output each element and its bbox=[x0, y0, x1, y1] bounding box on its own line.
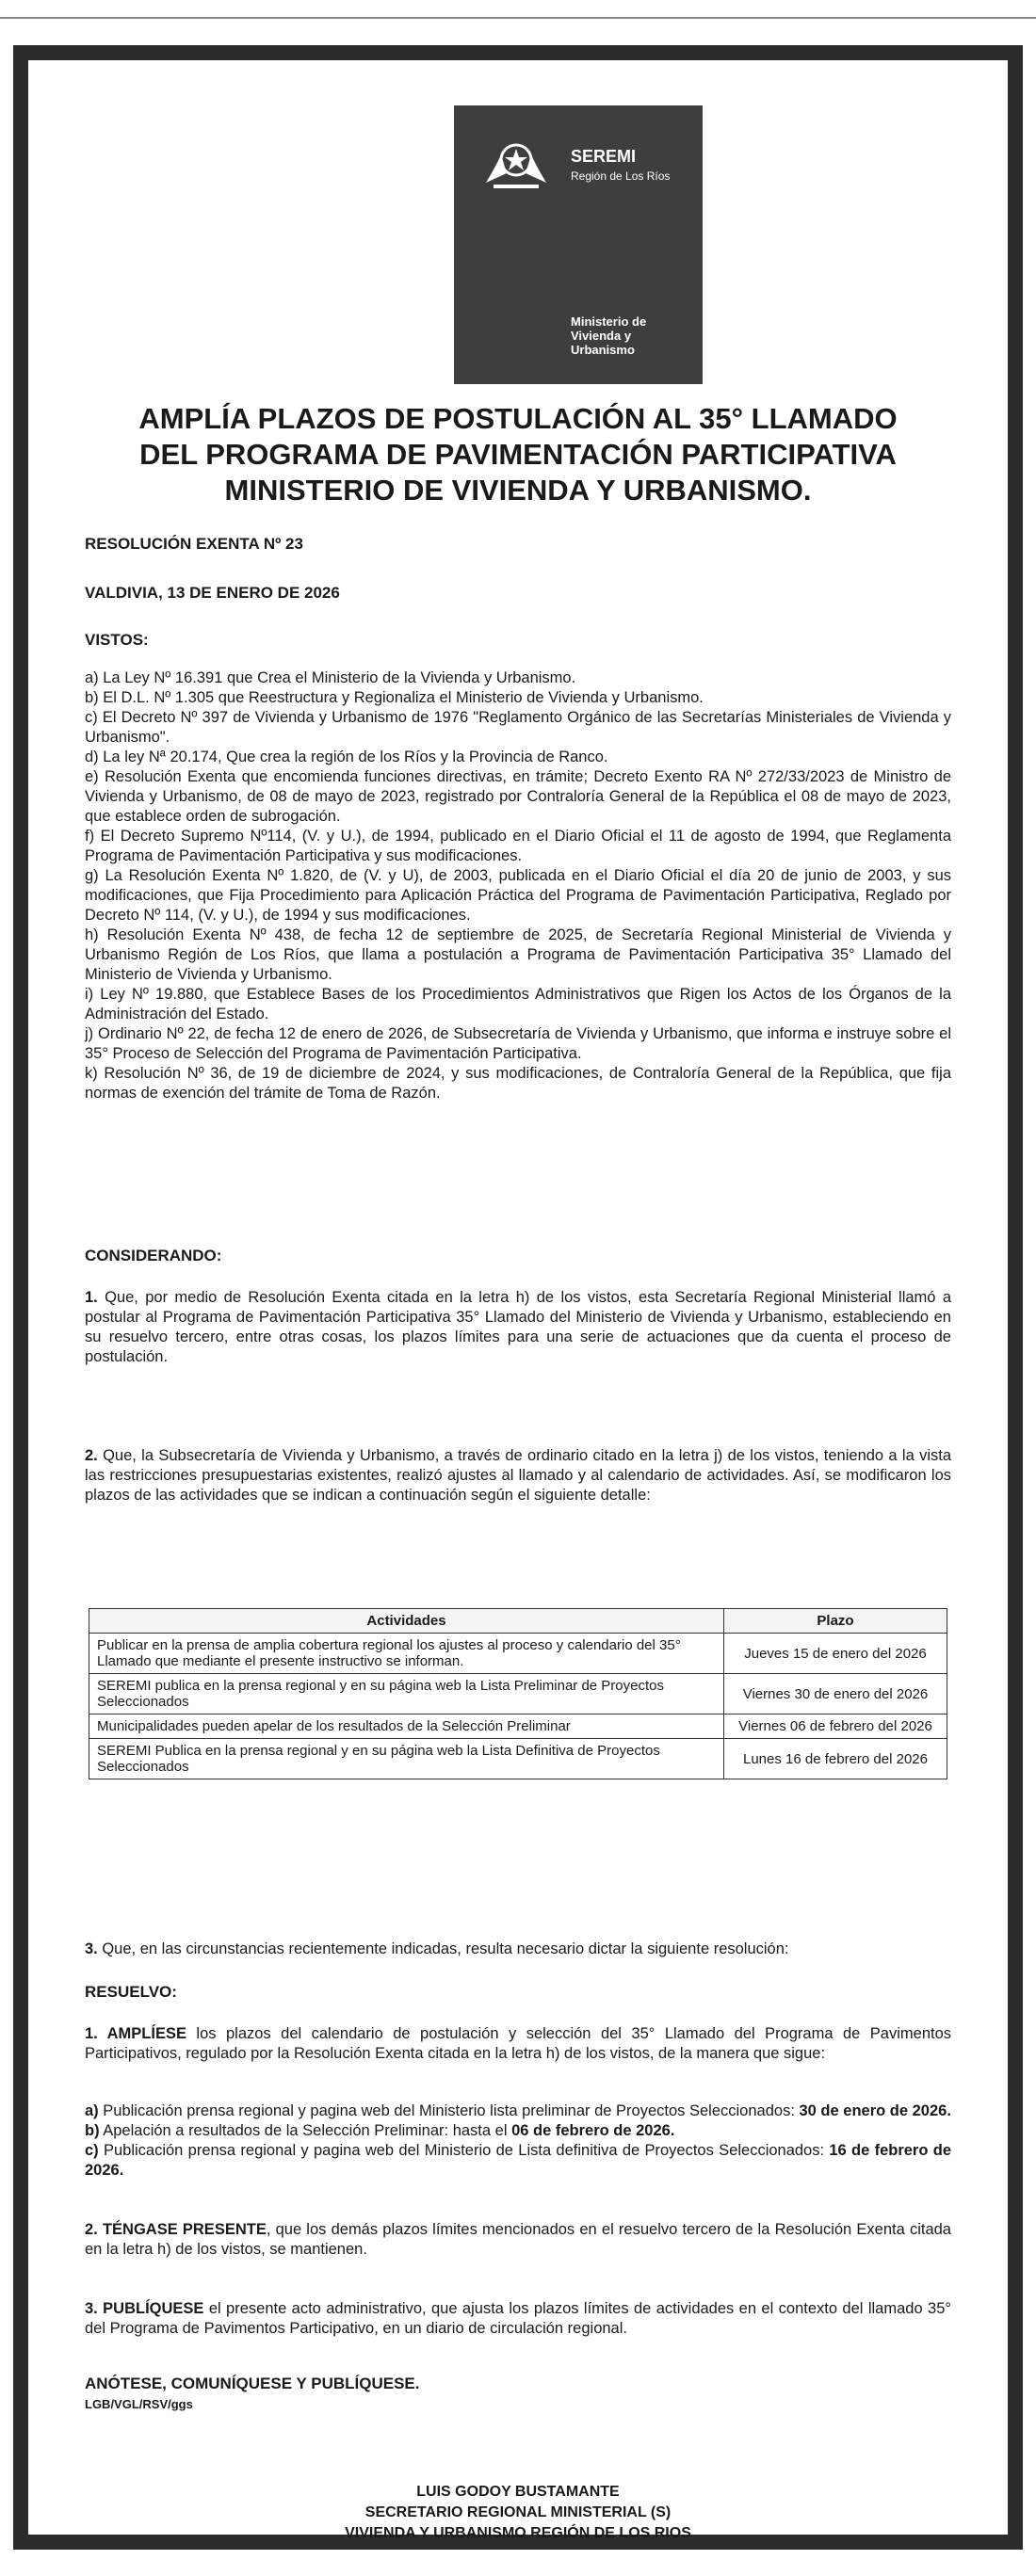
title-line: AMPLÍA PLAZOS DE POSTULACIÓN AL 35° LLAMADO bbox=[138, 402, 898, 435]
title-line: DEL PROGRAMA DE PAVIMENTACIÓN PARTICIPATIVA bbox=[139, 438, 897, 471]
vistos-item: c) El Decreto Nº 397 de Vivienda y Urbanismo de 1976 "Reglamento Orgánico de las Secretarías Ministeriales de Vivienda y Urbanismo". bbox=[85, 709, 951, 746]
signature-block bbox=[85, 2482, 951, 2544]
top-rule bbox=[0, 17, 1036, 19]
resuelvo-lead: 3. PUBLÍQUESE bbox=[85, 2300, 204, 2317]
item-letter: b) bbox=[85, 2122, 100, 2139]
activity-cell: SEREMI publica en la prensa regional y en su página web la Lista Preliminar de Proyectos Seleccionados bbox=[89, 1674, 724, 1715]
table-row bbox=[89, 1634, 947, 1674]
vistos-item: b) El D.L. Nº 1.305 que Reestructura y Regionaliza el Ministerio de Vivienda y Urbanismo. bbox=[85, 689, 704, 706]
vistos-item: a) La Ley Nº 16.391 que Crea el Ministerio de la Vivienda y Urbanismo. bbox=[85, 669, 576, 686]
table-row bbox=[89, 1715, 947, 1739]
logo-region: Región de Los Ríos bbox=[571, 169, 671, 183]
activity-cell: SEREMI Publica en la prensa regional y en su página web la Lista Definitiva de Proyectos Seleccionados bbox=[89, 1739, 724, 1779]
notice-frame bbox=[13, 45, 1023, 2550]
resuelvo-text: el presente acto administrativo, que ajusta los plazos límites de actividades en el contexto del llamado 35° del Programa de Pavimentos Participativo, en un diario de circulación regional. bbox=[85, 2300, 951, 2337]
item-text: Apelación a resultados de la Selección Preliminar: hasta el bbox=[99, 2122, 512, 2139]
signature-office: VIVIENDA Y URBANISMO REGIÓN DE LOS RIOS bbox=[345, 2525, 691, 2541]
vistos-item: e) Resolución Exenta que encomienda funciones directivas, en trámite; Decreto Exento RA Nº 272/33/2023 de Ministro de Vivienda y Urbanismo, de 08 de mayo de 2023, registrado por Contraloría General de la República el 08 de mayo de 2023, que establece orden de subrogación. bbox=[85, 768, 951, 825]
considerando-number: 1. bbox=[85, 1289, 98, 1306]
logo-ministry-line: Ministerio de bbox=[571, 314, 647, 329]
resuelvo-text: , que los demás plazos límites mencionados en el resuelvo tercero de la Resolución Exenta citada en la letra h) de los vistos, se mantienen. bbox=[85, 2221, 951, 2258]
logo-ministry-line: Urbanismo bbox=[571, 343, 635, 357]
resuelvo-lead: 1. AMPLÍESE bbox=[85, 2025, 186, 2042]
vistos-list bbox=[85, 668, 951, 1103]
document-date: VALDIVIA, 13 DE ENERO DE 2026 bbox=[85, 584, 340, 602]
page-title bbox=[85, 401, 951, 508]
signature-title: SECRETARIO REGIONAL MINISTERIAL (S) bbox=[364, 2504, 672, 2520]
resolution-number: RESOLUCIÓN EXENTA Nº 23 bbox=[85, 535, 303, 553]
table-row bbox=[89, 1739, 947, 1779]
signature-name: LUIS GODOY BUSTAMANTE bbox=[416, 2484, 620, 2500]
item-date: 16 de febrero de 2026. bbox=[85, 2142, 951, 2179]
deadline-cell: Viernes 06 de febrero del 2026 bbox=[724, 1715, 947, 1739]
considerando-text: Que, en las circunstancias recientemente indicadas, resulta necesario dictar la siguiente resolución: bbox=[97, 1940, 789, 1957]
table-row bbox=[89, 1674, 947, 1715]
considerando-3 bbox=[85, 1940, 951, 1959]
resuelvo-item bbox=[85, 2121, 951, 2141]
vistos-item: i) Ley Nº 19.880, que Establece Bases de los Procedimientos Administrativos que Rigen los Actos de los Órganos de la Administración del Estado. bbox=[85, 986, 951, 1022]
logo-name: SEREMI bbox=[571, 147, 637, 166]
seremi-logo bbox=[454, 105, 703, 384]
logo-ministry-line: Vivienda y bbox=[571, 329, 632, 343]
item-date: 30 de enero de 2026. bbox=[799, 2102, 951, 2119]
resuelvo-item bbox=[85, 2101, 951, 2121]
deadline-cell: Jueves 15 de enero del 2026 bbox=[724, 1634, 947, 1674]
item-text: Publicación prensa regional y pagina web del Ministerio lista preliminar de Proyectos Seleccionados: bbox=[98, 2102, 800, 2119]
resuelvo-text: los plazos del calendario de postulación y selección del 35° Llamado del Programa de Pavimentos Participativos, regulado por la Resolución Exenta citada en la letra h) de los vistos, de la manera que sigue: bbox=[85, 2025, 952, 2062]
deadline-cell: Lunes 16 de febrero del 2026 bbox=[724, 1739, 947, 1779]
activity-cell: Publicar en la prensa de amplia cobertura regional los ajustes al proceso y calendario del 35° Llamado que mediante el presente instructivo se informan. bbox=[89, 1634, 724, 1674]
considerando-text: Que, por medio de Resolución Exenta citada en la letra h) de los vistos, esta Secretaría Regional Ministerial llamó a postular al Programa de Pavimentación Participativa 35° Llamado del Ministerio de Vivienda y Urbanismo, estableciendo en su resuelvo tercero, entre otras cosas, los plazos límites para una serie de actuaciones que da cuenta el proceso de postulación. bbox=[85, 1289, 951, 1365]
logo-ministry bbox=[571, 314, 693, 357]
resuelvo-2 bbox=[85, 2220, 951, 2260]
resuelvo-lead: 2. TÉNGASE PRESENTE bbox=[85, 2221, 267, 2238]
vistos-item: k) Resolución Nº 36, de 19 de diciembre de 2024, y sus modificaciones, de Contraloría General de la República, que fija normas de exención del trámite de Toma de Razón. bbox=[85, 1065, 951, 1102]
item-text: Publicación prensa regional y pagina web del Ministerio de Lista definitiva de Proyectos Seleccionados: bbox=[98, 2142, 830, 2159]
item-letter: c) bbox=[85, 2142, 99, 2159]
vistos-item: d) La ley Nª 20.174, Que crea la región de los Ríos y la Provincia de Ranco. bbox=[85, 749, 608, 765]
vistos-item: f) El Decreto Supremo Nº114, (V. y U.), de 1994, publicado en el Diario Oficial el 11 de agosto de 1994, que Reglamenta Programa de Pavimentación Participativa y sus modificaciones. bbox=[85, 828, 951, 864]
considerando-heading: CONSIDERANDO: bbox=[85, 1247, 222, 1264]
initials: LGB/VGL/RSV/ggs bbox=[85, 2397, 193, 2411]
column-header-actividades: Actividades bbox=[89, 1609, 724, 1634]
vistos-item: j) Ordinario Nº 22, de fecha 12 de enero de 2026, de Subsecretaría de Vivienda y Urbanismo, que informa e instruye sobre el 35° Proceso de Selección del Programa de Pavimentación Participativa. bbox=[85, 1025, 951, 1062]
deadline-cell: Viernes 30 de enero del 2026 bbox=[724, 1674, 947, 1715]
vistos-item: h) Resolución Exenta Nº 438, de fecha 12 de septiembre de 2025, de Secretaría Regional Ministerial de Vivienda y Urbanismo Región de Los Ríos, que llama a postulación a Programa de Pavimentación Participativa 35° Llamado del Ministerio de Vivienda y Urbanismo. bbox=[85, 926, 951, 983]
item-date: 06 de febrero de 2026. bbox=[511, 2122, 675, 2139]
resuelvo-items bbox=[85, 2101, 951, 2181]
activities-table bbox=[89, 1608, 947, 1779]
considerando-text: Que, la Subsecretaría de Vivienda y Urbanismo, a través de ordinario citado en la letra j) de los vistos, teniendo a la vista las restricciones presupuestarias existentes, realizó ajustes al llamado y al calendario de actividades. Así, se modificaron los plazos de las actividades que se indican a continuación según el siguiente detalle: bbox=[85, 1447, 951, 1504]
considerando-number: 3. bbox=[85, 1940, 98, 1957]
column-header-plazo: Plazo bbox=[724, 1609, 947, 1634]
table-header-row bbox=[89, 1609, 947, 1634]
resuelvo-heading: RESUELVO: bbox=[85, 1983, 177, 2001]
resuelvo-item bbox=[85, 2141, 951, 2181]
coat-of-arms-icon bbox=[478, 126, 554, 201]
item-letter: a) bbox=[85, 2102, 99, 2119]
vistos-item: g) La Resolución Exenta Nº 1.820, de (V. y U), de 2003, publicada en el Diario Oficial el día 20 de junio de 2003, y sus modificaciones, que Fija Procedimiento para Aplicación Práctica del Programa de Pavimentación Participativa, Reglado por Decreto Nº 114, (V. y U.), de 1994 y sus modificaciones. bbox=[85, 867, 951, 924]
resuelvo-1 bbox=[85, 2024, 951, 2064]
title-line: MINISTERIO DE VIVIENDA Y URBANISMO. bbox=[224, 474, 812, 507]
considerando-number: 2. bbox=[85, 1447, 98, 1464]
vistos-heading: VISTOS: bbox=[85, 631, 149, 649]
considerando-2 bbox=[85, 1446, 951, 1505]
considerando-1 bbox=[85, 1288, 951, 1367]
closing-formula: ANÓTESE, COMUNÍQUESE Y PUBLÍQUESE. bbox=[85, 2375, 420, 2392]
resuelvo-3 bbox=[85, 2299, 951, 2339]
notice-body bbox=[28, 60, 1008, 2541]
activity-cell: Municipalidades pueden apelar de los resultados de la Selección Preliminar bbox=[89, 1715, 724, 1739]
